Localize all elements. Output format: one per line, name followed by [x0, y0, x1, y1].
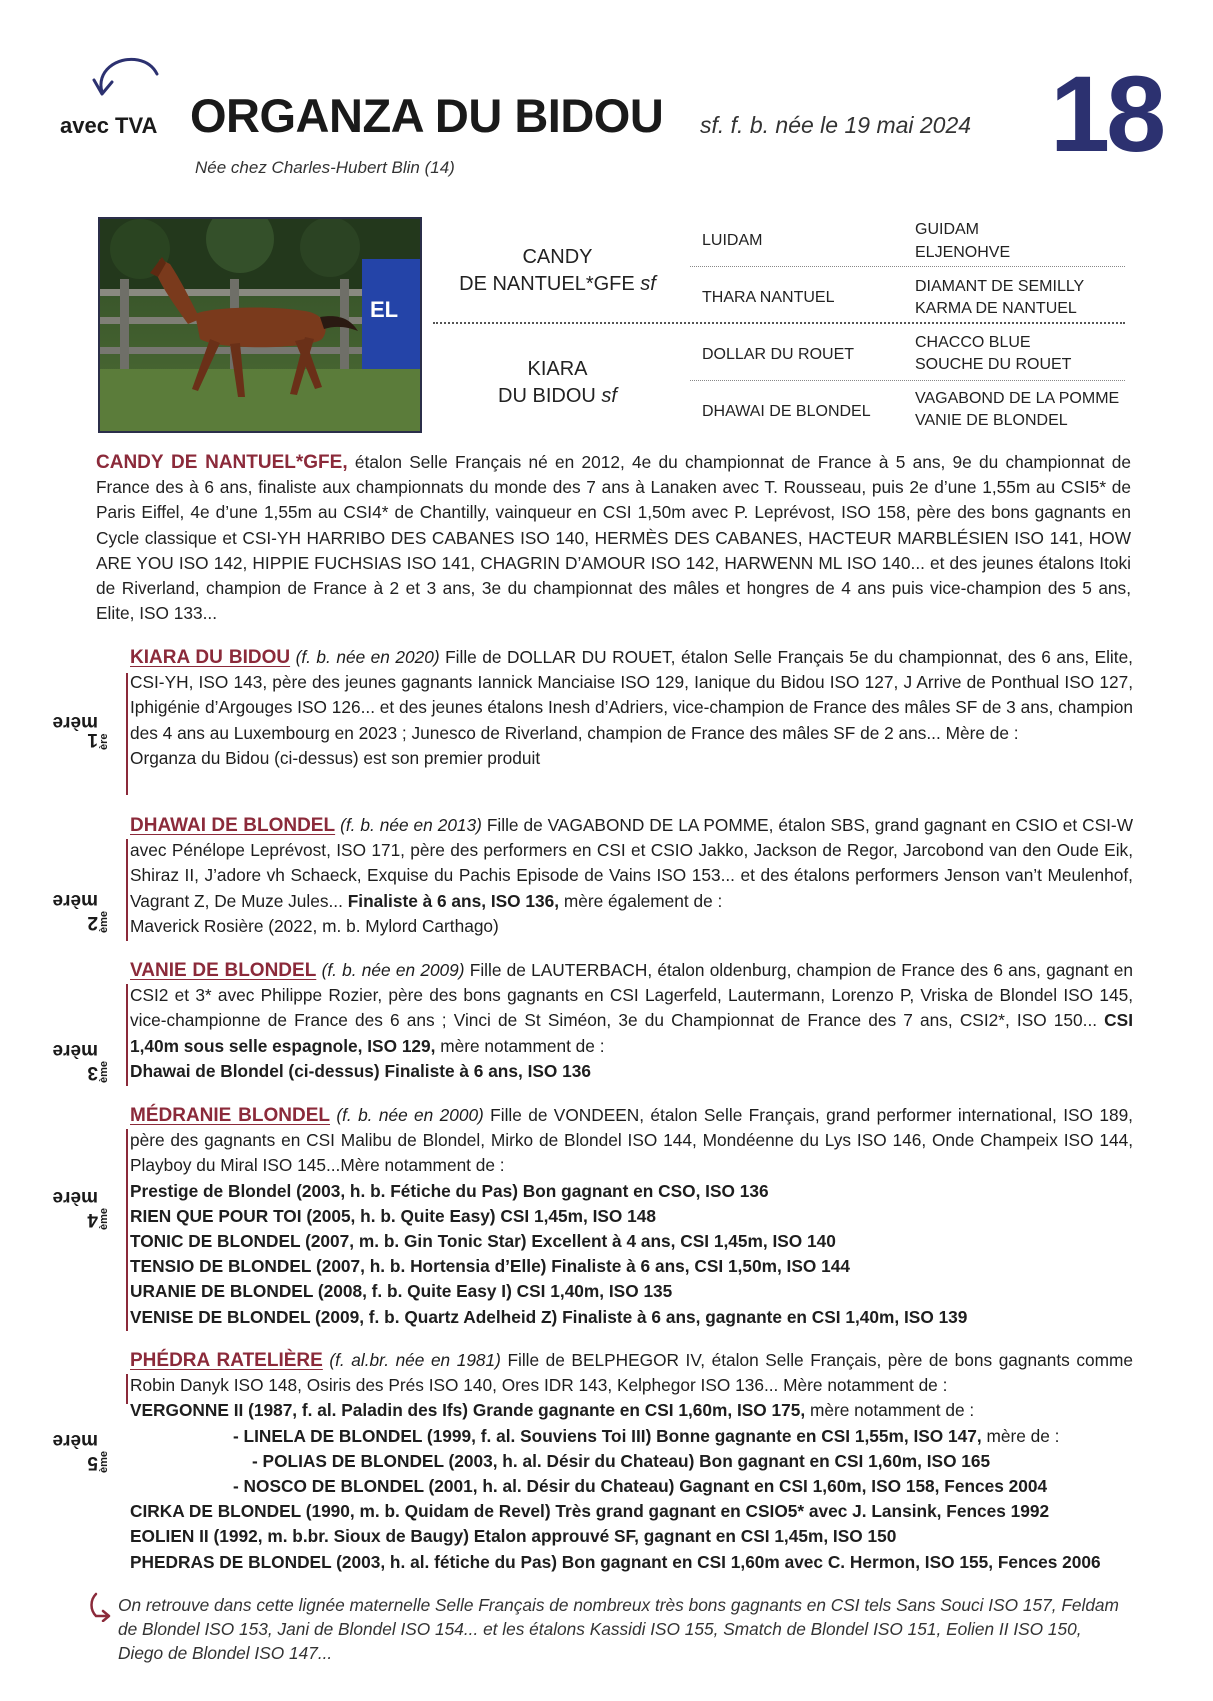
offspring-line: PHEDRAS DE BLONDEL (2003, h. al. fétiche du Pas) Bon gagnant en CSI 1,60m avec C. Hermon, ISO 155, Fences 2006	[130, 1551, 1101, 1572]
dam-description: Fille de LAUTERBACH, étalon oldenburg, champion de France des 6 ans, gagnant en CSI2 et 3* avec Philippe Rozier, père des bons gagnants en CSI Lagerfeld, Lautermann, Lorenzo P, Vriska de Blondel ISO 145, vice-championne de France des 6 ans ; Vinci de St Siméon, 3e du Championnat de France des 7 ans, CSI2*, ISO 150...	[130, 960, 1134, 1031]
pedigree-dam-line1: KIARA	[527, 358, 588, 380]
hook-arrow-icon	[88, 1592, 114, 1622]
offspring-line: TENSIO DE BLONDEL (2007, h. b. Hortensia d’Elle) Finaliste à 6 ans, CSI 1,50m, ISO 144	[130, 1256, 850, 1277]
dam-section-4	[52, 1103, 1136, 1331]
dam-tail: mère également de :	[559, 890, 723, 911]
sire-paragraph	[96, 450, 1131, 626]
tva-label: avec TVA	[60, 113, 158, 138]
pedigree-gen3-item: VAGABOND DE LA POMME	[915, 390, 1120, 407]
sire-name: CANDY DE NANTUEL*GFE,	[96, 452, 348, 473]
offspring-line: URANIE DE BLONDEL (2008, f. b. Quite Easy I) CSI 1,40m, ISO 135	[130, 1281, 673, 1302]
offspring-line: Prestige de Blondel (2003, h. b. Fétiche du Pas) Bon gagnant en CSO, ISO 136	[130, 1180, 769, 1201]
sire-text: étalon Selle Français né en 2012, 4e du championnat de France à 5 ans, 9e du championnat de France des à 6 ans, finaliste aux championnats du monde des 7 ans à Lanaken avec T. Rousseau, puis 2e d’une 1,55m au CSI5* de Paris Eiffel, 4e d’une 1,55m au CSI4* de Chantilly, vainqueur en CSI 1,50m avec P. Leprévost, ISO 158, père des bons gagnants en Cycle classique et CSI-YH HARRIBO DES CABANES ISO 140, HERMÈS DES CABANES, HACTEUR MARBLÉSIEN ISO 141, HOW ARE YOU ISO 142, HIPPIE FUCHSIAS ISO 141, CHAGRIN D’AMOUR ISO 142, HARWENN ML ISO 140... et des jeunes étalons Itoki de Riverland, champion de France à 2 et 3 ans, 3e du championnat des mâles et hongres de 4 ans puis vice-champion des 5 ans, Elite, ISO 133...	[96, 452, 1131, 624]
pedigree-gen3-item: SOUCHE DU ROUET	[915, 356, 1072, 373]
dam-text	[128, 813, 1133, 939]
breeder-line: Née chez Charles-Hubert Blin (14)	[195, 158, 455, 177]
pedigree-sire-suffix: sf	[640, 273, 656, 295]
pedigree-gen2-item: DHAWAI DE BLONDEL	[702, 403, 871, 420]
pedigree-gen3-item: GUIDAM	[915, 221, 979, 238]
offspring-line: - POLIAS DE BLONDEL (2003, h. al. Désir du Chateau) Bon gagnant en CSI 1,60m, ISO 165	[252, 1450, 991, 1471]
dam-description: Fille de DOLLAR DU ROUET, étalon Selle Français 5e du championnat, des 6 ans, Elite, CSI-YH, ISO 143, père des jeunes gagnants Iannick Manciaise ISO 129, Ianique du Bidou ISO 127, J Arrive de Ponthual ISO 127, Iphigénie d’Argouges ISO 126... et des jeunes étalons Inesh d’Adriers, vice-champion de France des mâles SF de 3 ans, champion des 4 ans au Luxembourg en 2023 ; Junesco de Riverland, champion de France des mâles SF de 2 ans... Mère de :	[130, 647, 1133, 743]
foal-photo-illustration	[100, 219, 420, 431]
offspring-line: TONIC DE BLONDEL (2007, m. b. Gin Tonic Star) Excellent à 4 ans, CSI 1,45m, ISO 140	[130, 1231, 836, 1252]
dam-name: PHÉDRA RATELIÈRE	[130, 1350, 323, 1371]
dam-section-1	[52, 645, 1136, 795]
pedigree-gen3-item: KARMA DE NANTUEL	[915, 300, 1077, 317]
horse-description: sf. f. b. née le 19 mai 2024	[700, 112, 972, 138]
pedigree-sire-line2: DE NANTUEL*GFE	[459, 273, 635, 295]
pedigree-gen2-item: THARA NANTUEL	[702, 289, 835, 306]
dam-tail: mère notamment de :	[435, 1035, 605, 1056]
offspring-line: VERGONNE II (1987, f. al. Paladin des Ifs) Grande gagnante en CSI 1,60m, ISO 175,	[130, 1400, 806, 1421]
pedigree-gen3-item: DIAMANT DE SEMILLY	[915, 278, 1085, 295]
offspring-line: Organza du Bidou (ci-dessus) est son premier produit	[130, 747, 541, 768]
pedigree-gen3-item: CHACCO BLUE	[915, 334, 1031, 351]
pedigree-sire-line1: CANDY	[522, 246, 593, 268]
lot-number: 18	[1050, 53, 1163, 174]
dam-section-3	[52, 958, 1136, 1086]
offspring-tail: mère notamment de :	[805, 1400, 975, 1421]
pedigree-sire	[455, 244, 660, 298]
dam-generation-label: 4 $^{ème}$ mère	[52, 1186, 110, 1230]
dam-text	[128, 958, 1133, 1084]
pedigree-divider	[433, 322, 1125, 324]
pedigree-divider	[690, 266, 1125, 267]
offspring-line: VENISE DE BLONDEL (2009, f. b. Quartz Adelheid Z) Finaliste à 6 ans, gagnante en CSI 1,40m, ISO 139	[130, 1306, 968, 1327]
horse-name: ORGANZA DU BIDOU	[190, 89, 664, 142]
offspring-line: Dhawai de Blondel (ci-dessus) Finaliste à 6 ans, ISO 136	[130, 1060, 591, 1081]
dam-description: Fille de BELPHEGOR IV, étalon Selle Français, père de bons gagnants comme Robin Danyk ISO 148, Osiris des Prés ISO 140, Ores IDR 143, Kelphegor ISO 136... Mère notamment de :	[130, 1350, 1133, 1396]
footer-note: On retrouve dans cette lignée maternelle Selle Français de nombreux très bons gagnants en CSI tels Sans Souci ISO 157, Feldam de Blondel ISO 153, Jani de Blondel ISO 154... et les étalons Kassidi ISO 155, Smatch de Blondel ISO 151, Eolien II ISO 150, Diego de Blondel ISO 147...	[118, 1595, 1119, 1663]
dam-text	[128, 645, 1133, 771]
dam-highlight: CSI 1,40m sous selle espagnole, ISO 129,	[130, 1010, 1133, 1056]
dam-highlight: Finaliste à 6 ans, ISO 136,	[342, 890, 560, 911]
dam-name: DHAWAI DE BLONDEL	[130, 815, 336, 836]
dam-name: KIARA DU BIDOU	[130, 647, 291, 668]
dam-description: Fille de VAGABOND DE LA POMME, étalon SBS, grand gagnant en CSIO et CSI-W avec Pénélope Leprévost, ISO 171, père des performers en CSI et CSIO Jakko, Jackson de Regor, Jarcobond van den Oude Eik, Shiraz II, J’adore vh Schaeck, Exquise du Pachis Episode de Vains ISO 153... et des étalons performers Jenson van’t Meulenhof, Vagrant Z, De Muze Jules...	[130, 815, 1133, 911]
dam-generation-label: 5 $^{ème}$ mère	[52, 1429, 110, 1473]
dam-text	[128, 1103, 1133, 1330]
dam-generation-label: 3 $^{ème}$ mère	[52, 1039, 110, 1083]
pedigree-dam-line2: DU BIDOU	[498, 385, 596, 407]
foal-photo	[98, 217, 422, 433]
dam-generation-label: 2 $^{ème}$ mère	[52, 889, 110, 933]
pedigree-dam-suffix: sf	[601, 385, 617, 407]
dam-meta: (f. b. née en 2000)	[336, 1105, 484, 1125]
pedigree-gen2-item: LUIDAM	[702, 232, 763, 249]
dam-meta: (f. al.br. née en 1981)	[329, 1350, 501, 1370]
dam-name: MÉDRANIE BLONDEL	[130, 1105, 330, 1126]
offspring-line: - NOSCO DE BLONDEL (2001, h. al. Désir du Chateau) Gagnant en CSI 1,60m, ISO 158, Fences 2004	[233, 1476, 1048, 1497]
offspring-line: CIRKA DE BLONDEL (1990, m. b. Quidam de Revel) Très grand gagnant en CSIO5* avec J. Lansink, Fences 1992	[130, 1501, 1050, 1522]
dam-meta: (f. b. née en 2009)	[321, 960, 465, 980]
pedigree-dam	[455, 356, 660, 410]
pedigree-divider	[690, 380, 1125, 381]
offspring-line: - LINELA DE BLONDEL (1999, f. al. Souviens Toi III) Bonne gagnante en CSI 1,55m, ISO 147,	[233, 1425, 982, 1446]
offspring-line: RIEN QUE POUR TOI (2005, h. b. Quite Easy) CSI 1,45m, ISO 148	[130, 1205, 656, 1226]
dam-section-5	[52, 1348, 1136, 1580]
offspring-line: EOLIEN II (1992, m. b.br. Sioux de Baugy) Etalon approuvé SF, gagnant en CSI 1,45m, ISO 150	[130, 1526, 897, 1547]
dam-text	[128, 1348, 1133, 1575]
dam-meta: (f. b. née en 2020)	[295, 647, 440, 667]
pedigree-gen2-item: DOLLAR DU ROUET	[702, 346, 855, 363]
pedigree-gen3-item: VANIE DE BLONDEL	[915, 412, 1068, 429]
dam-generation-label: 1 $^{ère}$ mère	[52, 712, 110, 750]
dam-meta: (f. b. née en 2013)	[340, 815, 482, 835]
curved-arrow-icon	[82, 50, 162, 105]
dam-section-2	[52, 813, 1136, 941]
dam-description: Fille de VONDEEN, étalon Selle Français, grand performer international, ISO 189, père des gagnants en CSI Malibu de Blondel, Mirko de Blondel ISO 144, Mondéenne du Lys ISO 146, Onde Champeix ISO 144, Playboy du Miral ISO 145...Mère notamment de :	[130, 1105, 1133, 1176]
banner-text: EL	[370, 297, 399, 322]
pedigree-gen3-item: ELJENOHVE	[915, 244, 1011, 261]
offspring-line: Maverick Rosière (2022, m. b. Mylord Carthago)	[130, 915, 499, 936]
dam-name: VANIE DE BLONDEL	[130, 960, 317, 981]
offspring-tail: mère de :	[981, 1425, 1060, 1446]
